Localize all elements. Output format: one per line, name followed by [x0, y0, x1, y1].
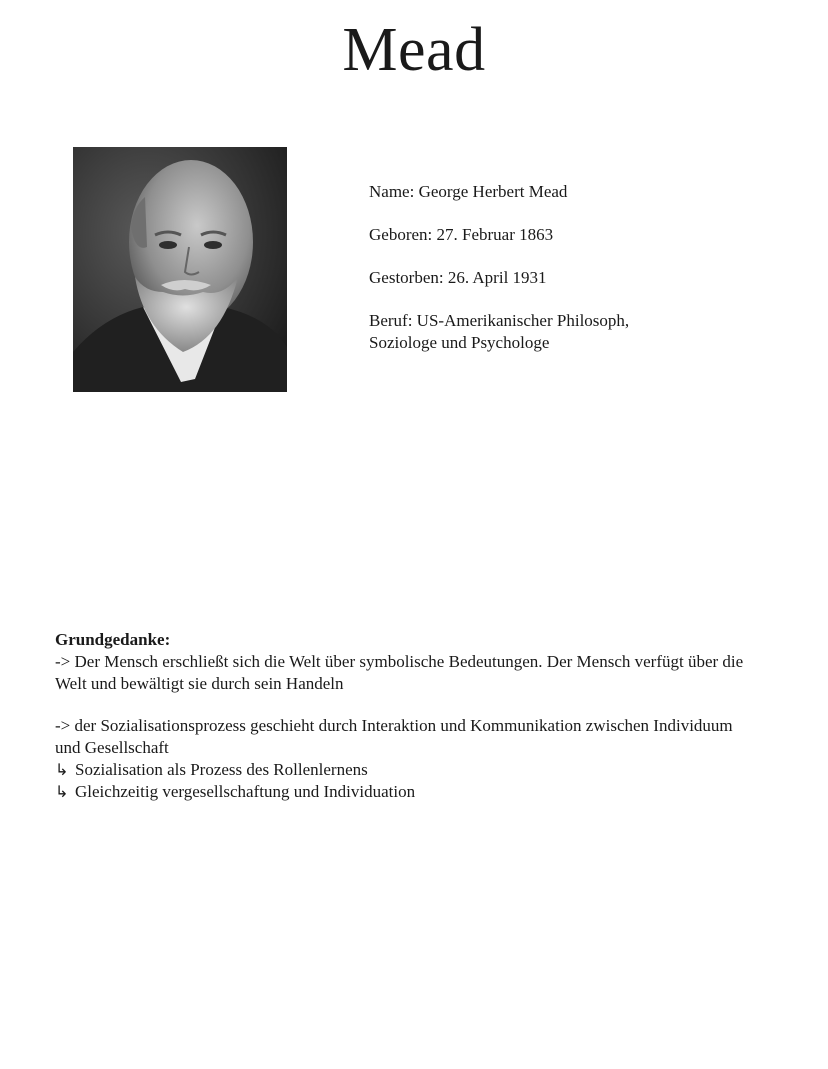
bio-name: Name: George Herbert Mead: [369, 182, 568, 201]
sub-arrow-icon: ↳: [55, 782, 69, 801]
bio-job: [369, 310, 699, 354]
core-idea-paragraph-1: -> Der Mensch erschließt sich die Welt über symbolische Bedeutungen. Der Mensch verfügt über die Welt und bewältigt sie durch sein Handeln: [55, 652, 744, 693]
sub-item-2-text: Gleichzeitig vergesellschaftung und Individuation: [75, 782, 416, 801]
page-title: Mead: [342, 16, 486, 84]
core-idea-section: [55, 629, 755, 803]
sub-arrow-icon: ↳: [55, 760, 69, 779]
sub-item-1: [55, 759, 755, 781]
bio-job-line2: Soziologe und Psychologe: [369, 333, 550, 352]
sub-item-1-text: Sozialisation als Prozess des Rollenlernens: [75, 760, 368, 779]
core-idea-heading: Grundgedanke:: [55, 630, 171, 649]
portrait-photo: [73, 147, 287, 392]
sub-item-2: [55, 781, 755, 803]
bio-born: Geboren: 27. Februar 1863: [369, 225, 554, 244]
core-idea-paragraph-2: -> der Sozialisationsprozess geschieht durch Interaktion und Kommunikation zwischen Individuum und Gesellschaft: [55, 716, 733, 757]
bio-died: Gestorben: 26. April 1931: [369, 268, 547, 287]
bio-job-line1: Beruf: US-Amerikanischer Philosoph,: [369, 311, 630, 330]
biography-block: [369, 181, 699, 375]
